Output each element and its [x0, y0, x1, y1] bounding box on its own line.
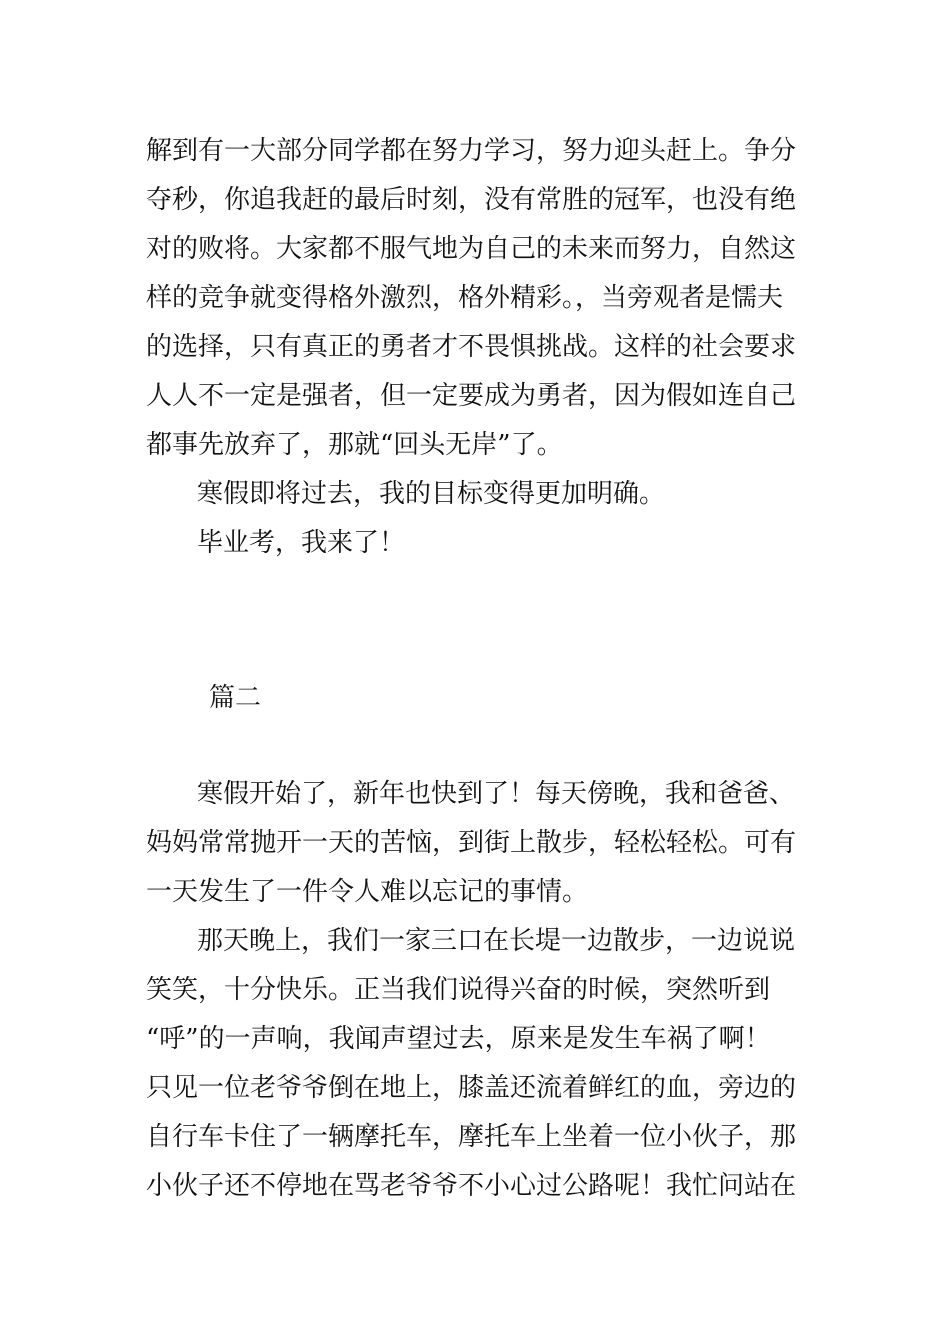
text-line: 夺秒，你追我赶的最后时刻，没有常胜的冠军，也没有绝 — [146, 185, 797, 215]
text-line: 解到有一大部分同学都在努力学习，努力迎头赶上。争分 — [146, 136, 797, 166]
text-line: 都事先放弃了，那就“回头无岸”了。 — [146, 430, 563, 460]
text-line: 样的竞争就变得格外激烈，格外精彩。，当旁观者是懦夫 — [146, 283, 784, 313]
paragraph: 毕业考，我来了！ — [197, 528, 406, 558]
text-line: 寒假开始了，新年也快到了！每天傍晚，我和爸爸、 — [197, 779, 796, 809]
section-heading: 篇二 — [209, 683, 262, 713]
text-line: 小伙子还不停地在骂老爷爷不小心过公路呢！我忙问站在 — [146, 1171, 797, 1201]
text-line: 那天晚上，我们一家三口在长堤一边散步，一边说说 — [197, 926, 796, 956]
text-line: 的选择，只有真正的勇者才不畏惧挑战。这样的社会要求 — [146, 332, 797, 362]
text-line: 自行车卡住了一辆摩托车，摩托车上坐着一位小伙子，那 — [146, 1122, 797, 1152]
paragraph: 寒假即将过去，我的目标变得更加明确。 — [197, 479, 666, 509]
text-line: 对的败将。大家都不服气地为自己的未来而努力，自然这 — [146, 234, 797, 264]
text-line: 一天发生了一件令人难以忘记的事情。 — [146, 877, 589, 907]
text-line: 笑笑，十分快乐。正当我们说得兴奋的时候，突然听到 — [146, 975, 771, 1005]
text-line: 妈妈常常抛开一天的苦恼，到街上散步，轻松轻松。可有 — [146, 828, 797, 858]
text-line: 只见一位老爷爷倒在地上，膝盖还流着鲜红的血，旁边的 — [146, 1073, 797, 1103]
text-line: “呼”的一声响，我闻声望过去，原来是发生车祸了啊！ — [146, 1024, 771, 1054]
text-line: 人人不一定是强者，但一定要成为勇者，因为假如连自己 — [146, 381, 797, 411]
